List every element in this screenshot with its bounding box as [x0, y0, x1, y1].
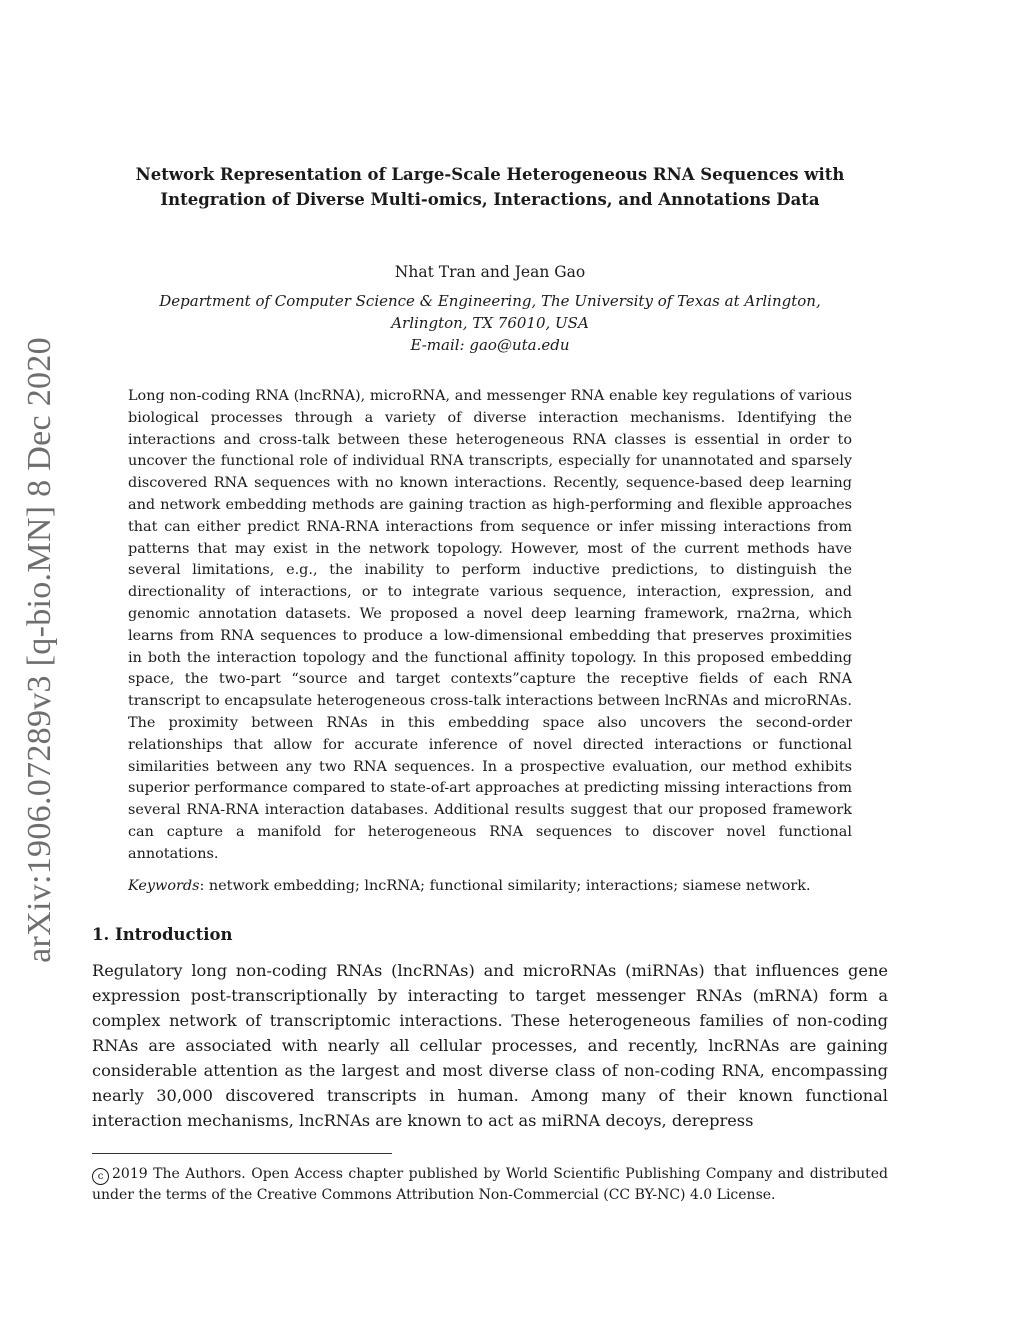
affiliation-department: Department of Computer Science & Engineering, The University of Texas at Arlington,: [159, 292, 821, 310]
affiliation-block: [90, 290, 890, 356]
keywords-line: [128, 876, 852, 896]
footnote-divider: [92, 1153, 392, 1154]
keywords-label: Keywords: [128, 878, 200, 894]
copyright-icon: c: [92, 1168, 109, 1185]
copyright-footnote-text: 2019 The Authors. Open Access chapter published by World Scientific Publishing Company and distributed under the terms of the Creative Commons Attribution Non-Commercial (CC BY-NC) 4.0 License.: [92, 1166, 888, 1203]
arxiv-identifier-stamp: [15, 330, 65, 970]
paper-title: Network Representation of Large-Scale Heterogeneous RNA Sequences with Integration of Diverse Multi-omics, Interactions, and Annotations Data: [135, 165, 845, 209]
abstract: Long non-coding RNA (lncRNA), microRNA, and messenger RNA enable key regulations of various biological processes through a variety of diverse interaction mechanisms. Identifying the interactions and cross-talk between these heterogeneous RNA classes is essential in order to uncover the functional role of individual RNA transcripts, especially for unannotated and sparsely discovered RNA sequences with no known interactions. Recently, sequence-based deep learning and network embedding methods are gaining traction as high-performing and flexible approaches that can either predict RNA-RNA interactions from sequence or infer missing interactions from patterns that may exist in the network topology. However, most of the current methods have several limitations, e.g., the inability to perform inductive predictions, to distinguish the directionality of interactions, or to integrate various sequence, interaction, expression, and genomic annotation datasets. We proposed a novel deep learning framework, rna2rna, which learns from RNA sequences to produce a low-dimensional embedding that preserves proximities in both the interaction topology and the functional affinity topology. In this proposed embedding space, the two-part “source and target contexts”capture the receptive fields of each RNA transcript to encapsulate heterogeneous cross-talk interactions between lncRNAs and microRNAs. The proximity between RNAs in this embedding space also uncovers the second-order relationships that allow for accurate inference of novel directed interactions or functional similarities between any two RNA sequences. In a prospective evaluation, our method exhibits superior performance compared to state-of-art approaches at predicting missing interactions from several RNA-RNA interaction databases. Additional results suggest that our proposed framework can capture a manifold for heterogeneous RNA sequences to discover novel functional annotations.: [128, 388, 852, 862]
introduction-paragraph: Regulatory long non-coding RNAs (lncRNAs) and microRNAs (miRNAs) that influences gene expression post-transcriptionally by interacting to target messenger RNAs (mRNA) form a complex network of transcriptomic interactions. These heterogeneous families of non-coding RNAs are associated with nearly all cellular processes, and recently, lncRNAs are gaining considerable attention as the largest and most diverse class of non-coding RNA, encompassing nearly 30,000 discovered transcripts in human. Among many of their known functional interaction mechanisms, lncRNAs are known to act as miRNA decoys, derepress: [92, 961, 888, 1130]
arxiv-identifier-text: arXiv:1906.07289v3 [q-bio.MN] 8 Dec 2020: [21, 337, 59, 963]
copyright-footnote: [92, 1164, 888, 1206]
affiliation-location: Arlington, TX 76010, USA: [391, 314, 589, 332]
author-list: Nhat Tran and Jean Gao: [394, 263, 586, 281]
affiliation-email: E-mail: gao@uta.edu: [410, 336, 570, 354]
keywords-text: : network embedding; lncRNA; functional similarity; interactions; siamese network.: [199, 878, 811, 894]
section-heading-introduction: 1. Introduction: [92, 925, 233, 944]
